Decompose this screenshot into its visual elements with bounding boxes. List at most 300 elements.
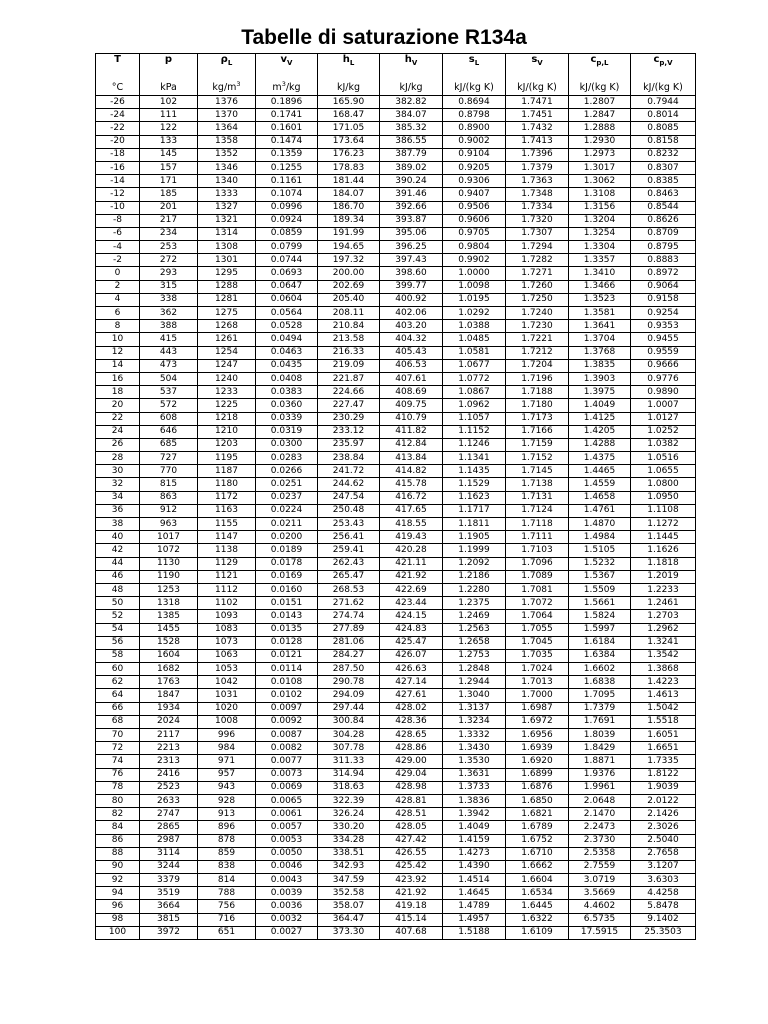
- table-cell: 60: [96, 663, 140, 676]
- table-cell: 0.0027: [256, 926, 318, 939]
- table-cell: 0.0053: [256, 834, 318, 847]
- unit-text: kJ/(kg K): [517, 82, 557, 93]
- table-cell: 415: [140, 333, 198, 346]
- table-cell: 0.8232: [631, 148, 696, 161]
- table-cell: 1053: [198, 663, 256, 676]
- table-cell: 0.9506: [443, 201, 506, 214]
- table-cell: 423.44: [380, 597, 443, 610]
- table-cell: 1.5518: [631, 715, 696, 728]
- table-cell: 421.92: [380, 570, 443, 583]
- table-cell: 1.4870: [569, 518, 631, 531]
- table-cell: 0.1601: [256, 122, 318, 135]
- table-cell: 414.82: [380, 465, 443, 478]
- table-cell: 216.33: [318, 346, 380, 359]
- table-cell: 1121: [198, 570, 256, 583]
- table-cell: 0.0647: [256, 280, 318, 293]
- table-cell: -10: [96, 201, 140, 214]
- table-cell: 878: [198, 834, 256, 847]
- table-cell: 408.69: [380, 386, 443, 399]
- table-cell: 1.5997: [569, 623, 631, 636]
- table-cell: 364.47: [318, 913, 380, 926]
- table-cell: 300.84: [318, 715, 380, 728]
- column-symbol-4: [318, 54, 380, 73]
- table-cell: 1376: [198, 96, 256, 109]
- table-cell: 3972: [140, 926, 198, 939]
- table-cell: 384.07: [380, 109, 443, 122]
- table-cell: 1254: [198, 346, 256, 359]
- table-row: [96, 188, 696, 201]
- table-cell: 0.9776: [631, 372, 696, 385]
- table-cell: 996: [198, 729, 256, 742]
- table-cell: 2.3026: [631, 821, 696, 834]
- table-cell: 1385: [140, 610, 198, 623]
- table-cell: -26: [96, 96, 140, 109]
- table-row: [96, 676, 696, 689]
- table-cell: 1.6838: [569, 676, 631, 689]
- table-row: [96, 794, 696, 807]
- table-cell: 1247: [198, 359, 256, 372]
- table-cell: 0.0069: [256, 781, 318, 794]
- table-cell: 165.90: [318, 96, 380, 109]
- table-cell: 1314: [198, 227, 256, 240]
- table-cell: 221.87: [318, 372, 380, 385]
- unit-suffix: /kg: [285, 82, 301, 93]
- table-cell: 428.98: [380, 781, 443, 794]
- table-row: [96, 307, 696, 320]
- table-row: [96, 161, 696, 174]
- table-cell: 428.05: [380, 821, 443, 834]
- table-cell: 0.8085: [631, 122, 696, 135]
- table-cell: 0.0799: [256, 241, 318, 254]
- table-cell: 0.0251: [256, 478, 318, 491]
- table-cell: 1093: [198, 610, 256, 623]
- table-cell: 76: [96, 768, 140, 781]
- table-cell: 1682: [140, 663, 198, 676]
- table-cell: 1.7432: [506, 122, 569, 135]
- table-cell: 0.8694: [443, 96, 506, 109]
- table-cell: 52: [96, 610, 140, 623]
- table-cell: 420.28: [380, 544, 443, 557]
- table-cell: 1.9376: [569, 768, 631, 781]
- table-cell: 3.1207: [631, 860, 696, 873]
- table-cell: 1.0098: [443, 280, 506, 293]
- table-cell: 0.0121: [256, 649, 318, 662]
- table-row: [96, 478, 696, 491]
- unit-superscript: 3: [236, 79, 241, 88]
- table-cell: 1.0292: [443, 307, 506, 320]
- table-cell: 1.0388: [443, 320, 506, 333]
- table-cell: 2.2473: [569, 821, 631, 834]
- table-cell: 1.6850: [506, 794, 569, 807]
- table-cell: 34: [96, 491, 140, 504]
- table-cell: 0.7944: [631, 96, 696, 109]
- table-cell: 1.6972: [506, 715, 569, 728]
- table-cell: 2416: [140, 768, 198, 781]
- table-cell: 1.2233: [631, 583, 696, 596]
- table-cell: 3.0719: [569, 874, 631, 887]
- table-cell: 1.4645: [443, 887, 506, 900]
- table-cell: 2865: [140, 821, 198, 834]
- table-cell: 1.4273: [443, 847, 506, 860]
- table-row: [96, 280, 696, 293]
- table-cell: 1.1057: [443, 412, 506, 425]
- table-cell: 896: [198, 821, 256, 834]
- table-cell: 82: [96, 808, 140, 821]
- table-row: [96, 808, 696, 821]
- table-cell: 416.72: [380, 491, 443, 504]
- column-symbol-8: [569, 54, 631, 73]
- table-cell: 1031: [198, 689, 256, 702]
- table-cell: 1083: [198, 623, 256, 636]
- table-row: [96, 122, 696, 135]
- table-row: [96, 465, 696, 478]
- table-cell: 1.5042: [631, 702, 696, 715]
- table-cell: 1.0800: [631, 478, 696, 491]
- table-row: [96, 689, 696, 702]
- table-cell: 412.84: [380, 438, 443, 451]
- table-cell: 334.28: [318, 834, 380, 847]
- table-cell: 421.92: [380, 887, 443, 900]
- table-cell: 1847: [140, 689, 198, 702]
- table-cell: 20: [96, 399, 140, 412]
- symbol-text: v: [280, 54, 288, 65]
- table-row: [96, 900, 696, 913]
- unit-text: kJ/kg: [336, 82, 361, 93]
- table-cell: 0.1161: [256, 175, 318, 188]
- table-cell: 1102: [198, 597, 256, 610]
- symbol-text: s: [468, 54, 475, 65]
- table-cell: 390.24: [380, 175, 443, 188]
- symbol-text: ρ: [220, 54, 228, 65]
- table-cell: 0.0189: [256, 544, 318, 557]
- table-cell: 304.28: [318, 729, 380, 742]
- symbol-subscript: V: [537, 59, 543, 67]
- table-cell: 194.65: [318, 241, 380, 254]
- table-cell: 1.3975: [569, 386, 631, 399]
- table-cell: 0.0744: [256, 254, 318, 267]
- table-cell: 415.14: [380, 913, 443, 926]
- table-cell: 1.2461: [631, 597, 696, 610]
- table-cell: 5.8478: [631, 900, 696, 913]
- table-cell: 1.1445: [631, 531, 696, 544]
- table-cell: 1.7379: [506, 161, 569, 174]
- table-cell: 227.47: [318, 399, 380, 412]
- table-row: [96, 491, 696, 504]
- table-row: [96, 821, 696, 834]
- table-cell: 314.94: [318, 768, 380, 781]
- table-cell: -2: [96, 254, 140, 267]
- table-cell: 1155: [198, 518, 256, 531]
- table-cell: 1.7152: [506, 452, 569, 465]
- table-cell: 0.0237: [256, 491, 318, 504]
- table-cell: 407.68: [380, 926, 443, 939]
- symbol-subscript: L: [227, 59, 233, 67]
- table-cell: 0.0043: [256, 874, 318, 887]
- table-cell: 30: [96, 465, 140, 478]
- table-cell: 1.4049: [569, 399, 631, 412]
- table-cell: 205.40: [318, 293, 380, 306]
- table-cell: 64: [96, 689, 140, 702]
- table-cell: 0.9455: [631, 333, 696, 346]
- table-cell: -18: [96, 148, 140, 161]
- table-cell: 398.60: [380, 267, 443, 280]
- table-cell: 0.9353: [631, 320, 696, 333]
- table-cell: 352.58: [318, 887, 380, 900]
- table-cell: 3664: [140, 900, 198, 913]
- table-cell: 1.7396: [506, 148, 569, 161]
- table-cell: 0.0224: [256, 504, 318, 517]
- table-cell: 0.0564: [256, 307, 318, 320]
- table-cell: 315: [140, 280, 198, 293]
- table-cell: 26: [96, 438, 140, 451]
- table-row: [96, 636, 696, 649]
- table-cell: 1.7348: [506, 188, 569, 201]
- table-cell: 424.83: [380, 623, 443, 636]
- table-cell: 0.1896: [256, 96, 318, 109]
- table-cell: 171: [140, 175, 198, 188]
- table-cell: 0.0077: [256, 755, 318, 768]
- table-cell: 311.33: [318, 755, 380, 768]
- table-cell: 48: [96, 583, 140, 596]
- table-cell: -20: [96, 135, 140, 148]
- table-cell: 1.8039: [569, 729, 631, 742]
- table-cell: 391.46: [380, 188, 443, 201]
- table-cell: 2024: [140, 715, 198, 728]
- table-cell: 418.55: [380, 518, 443, 531]
- table-cell: 133: [140, 135, 198, 148]
- table-cell: 2.5358: [569, 847, 631, 860]
- table-cell: 330.20: [318, 821, 380, 834]
- table-cell: 256.41: [318, 531, 380, 544]
- table-cell: 1.4984: [569, 531, 631, 544]
- symbol-header-row: [96, 54, 696, 73]
- table-cell: 17.5915: [569, 926, 631, 939]
- table-cell: 1.5367: [569, 570, 631, 583]
- table-cell: 1.1435: [443, 465, 506, 478]
- table-cell: 1.7691: [569, 715, 631, 728]
- table-cell: 234: [140, 227, 198, 240]
- table-cell: 168.47: [318, 109, 380, 122]
- table-cell: 608: [140, 412, 198, 425]
- table-row: [96, 544, 696, 557]
- table-cell: 24: [96, 425, 140, 438]
- table-cell: 1.7271: [506, 267, 569, 280]
- table-cell: 1130: [140, 557, 198, 570]
- table-cell: 145: [140, 148, 198, 161]
- table-cell: 1.6051: [631, 729, 696, 742]
- table-cell: 6.5735: [569, 913, 631, 926]
- table-cell: 422.69: [380, 583, 443, 596]
- table-cell: 290.78: [318, 676, 380, 689]
- table-cell: 98: [96, 913, 140, 926]
- table-cell: 1.7451: [506, 109, 569, 122]
- table-row: [96, 531, 696, 544]
- table-cell: 9.1402: [631, 913, 696, 926]
- table-cell: 176.23: [318, 148, 380, 161]
- table-cell: 0.0924: [256, 214, 318, 227]
- table-cell: 1.7334: [506, 201, 569, 214]
- table-row: [96, 570, 696, 583]
- table-cell: 1.3332: [443, 729, 506, 742]
- table-cell: 1.2469: [443, 610, 506, 623]
- table-cell: 1.6899: [506, 768, 569, 781]
- table-cell: 0.0494: [256, 333, 318, 346]
- table-cell: 1.5105: [569, 544, 631, 557]
- table-cell: 2.5040: [631, 834, 696, 847]
- symbol-subscript: L: [349, 59, 355, 67]
- table-cell: 0.0211: [256, 518, 318, 531]
- table-cell: 1172: [198, 491, 256, 504]
- table-cell: 928: [198, 794, 256, 807]
- table-cell: 1.6821: [506, 808, 569, 821]
- table-cell: 756: [198, 900, 256, 913]
- table-cell: 1253: [140, 583, 198, 596]
- table-cell: 1.9039: [631, 781, 696, 794]
- table-cell: 1.7196: [506, 372, 569, 385]
- table-cell: 0.9158: [631, 293, 696, 306]
- column-symbol-3: [256, 54, 318, 73]
- table-cell: 1288: [198, 280, 256, 293]
- table-cell: 1.6752: [506, 834, 569, 847]
- table-cell: 716: [198, 913, 256, 926]
- table-cell: -4: [96, 241, 140, 254]
- table-cell: 388: [140, 320, 198, 333]
- unit-text: kPa: [160, 82, 177, 93]
- unit-text: kg/m: [212, 82, 237, 93]
- symbol-subscript: V: [287, 59, 293, 67]
- table-cell: 184.07: [318, 188, 380, 201]
- table-cell: 1218: [198, 412, 256, 425]
- table-row: [96, 386, 696, 399]
- table-cell: 1.6939: [506, 742, 569, 755]
- table-cell: 1.3040: [443, 689, 506, 702]
- table-cell: 284.27: [318, 649, 380, 662]
- table-row: [96, 452, 696, 465]
- table-cell: 1352: [198, 148, 256, 161]
- table-cell: 1.9961: [569, 781, 631, 794]
- table-cell: 1301: [198, 254, 256, 267]
- table-cell: 0.8385: [631, 175, 696, 188]
- table-row: [96, 874, 696, 887]
- table-cell: 38: [96, 518, 140, 531]
- table-cell: 0.0151: [256, 597, 318, 610]
- table-cell: 0.8709: [631, 227, 696, 240]
- table-cell: 389.02: [380, 161, 443, 174]
- table-cell: 1.4159: [443, 834, 506, 847]
- column-symbol-0: [96, 54, 140, 73]
- table-cell: 3114: [140, 847, 198, 860]
- unit-text: m: [272, 82, 282, 93]
- table-row: [96, 96, 696, 109]
- table-cell: 0.0360: [256, 399, 318, 412]
- table-row: [96, 623, 696, 636]
- table-cell: 1.1626: [631, 544, 696, 557]
- table-cell: 1063: [198, 649, 256, 662]
- table-cell: 1.2888: [569, 122, 631, 135]
- table-cell: 1.7379: [569, 702, 631, 715]
- table-cell: 1.2807: [569, 96, 631, 109]
- table-cell: 1.7282: [506, 254, 569, 267]
- table-cell: 244.62: [318, 478, 380, 491]
- symbol-text: h: [404, 54, 412, 65]
- table-row: [96, 438, 696, 451]
- table-cell: 1.4789: [443, 900, 506, 913]
- column-symbol-1: [140, 54, 198, 73]
- table-row: [96, 293, 696, 306]
- table-cell: 1.2019: [631, 570, 696, 583]
- table-cell: 0.0061: [256, 808, 318, 821]
- table-cell: 392.66: [380, 201, 443, 214]
- table-cell: 171.05: [318, 122, 380, 135]
- table-cell: 0.1074: [256, 188, 318, 201]
- table-cell: 1.0950: [631, 491, 696, 504]
- table-cell: 0.0528: [256, 320, 318, 333]
- table-row: [96, 755, 696, 768]
- table-cell: 0.8158: [631, 135, 696, 148]
- table-cell: 4.4258: [631, 887, 696, 900]
- table-cell: 1333: [198, 188, 256, 201]
- table-cell: 18: [96, 386, 140, 399]
- table-cell: 423.92: [380, 874, 443, 887]
- table-cell: 428.81: [380, 794, 443, 807]
- table-cell: 25.3503: [631, 926, 696, 939]
- table-cell: 1.7072: [506, 597, 569, 610]
- table-cell: 1.7240: [506, 307, 569, 320]
- table-cell: 1.6534: [506, 887, 569, 900]
- column-symbol-6: [443, 54, 506, 73]
- table-cell: 271.62: [318, 597, 380, 610]
- table-cell: 268.53: [318, 583, 380, 596]
- table-cell: 0.0046: [256, 860, 318, 873]
- column-symbol-7: [506, 54, 569, 73]
- table-cell: 386.55: [380, 135, 443, 148]
- table-cell: 1190: [140, 570, 198, 583]
- table-cell: 1281: [198, 293, 256, 306]
- unit-text: kJ/(kg K): [643, 82, 683, 93]
- table-row: [96, 715, 696, 728]
- table-row: [96, 148, 696, 161]
- table-cell: 1020: [198, 702, 256, 715]
- table-cell: 1.7471: [506, 96, 569, 109]
- table-cell: 1.1152: [443, 425, 506, 438]
- table-cell: 1321: [198, 214, 256, 227]
- table-cell: 0.1255: [256, 161, 318, 174]
- table-row: [96, 399, 696, 412]
- table-cell: 3519: [140, 887, 198, 900]
- table-cell: 1327: [198, 201, 256, 214]
- table-cell: 210.84: [318, 320, 380, 333]
- table-row: [96, 346, 696, 359]
- table-cell: 1.6876: [506, 781, 569, 794]
- table-cell: 912: [140, 504, 198, 517]
- table-cell: 427.42: [380, 834, 443, 847]
- table-cell: 1370: [198, 109, 256, 122]
- table-cell: 362: [140, 307, 198, 320]
- table-cell: 238.84: [318, 452, 380, 465]
- table-cell: 1.4288: [569, 438, 631, 451]
- table-cell: 0.9902: [443, 254, 506, 267]
- table-cell: 1.7363: [506, 175, 569, 188]
- table-cell: 0.0135: [256, 623, 318, 636]
- table-cell: 1.0867: [443, 386, 506, 399]
- unit-text: kJ/(kg K): [579, 82, 620, 93]
- table-row: [96, 768, 696, 781]
- table-cell: 4.4602: [569, 900, 631, 913]
- table-cell: 338.51: [318, 847, 380, 860]
- table-cell: 1.0252: [631, 425, 696, 438]
- table-cell: 1129: [198, 557, 256, 570]
- table-cell: 347.59: [318, 874, 380, 887]
